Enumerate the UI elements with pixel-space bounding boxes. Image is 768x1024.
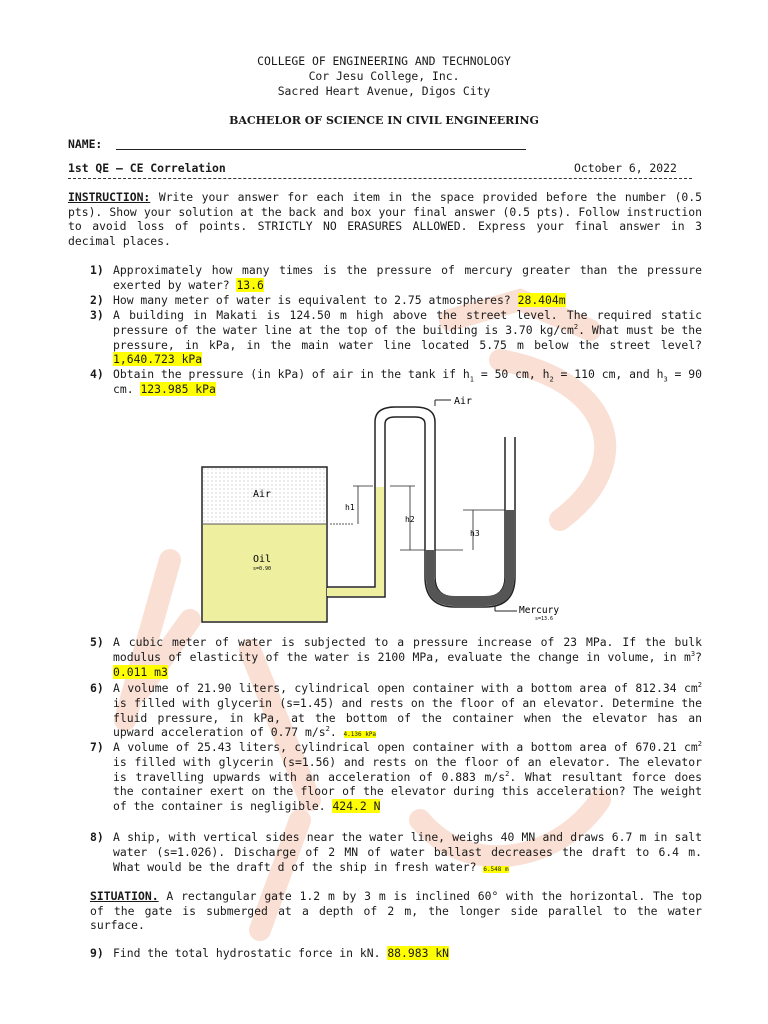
question-number: 5)	[90, 635, 104, 649]
question-text-cont2: = 110 cm, and h	[553, 367, 664, 381]
situation-label: SITUATION.	[90, 889, 159, 903]
answer: 6.548 m	[483, 865, 509, 873]
question-text: A building in Makati is 124.50 m high above the street level. The required static pressure of the water line at the top of the building is 3.70 kg/cm	[113, 308, 702, 337]
name-line	[116, 149, 526, 150]
question-4: 4) Obtain the pressure (in kPa) of air in the tank if $h_1 = 50$ cm, $h_2 = 110$ cm, and $h_3 = 90$ cm. 123.985 kPa	[90, 367, 703, 396]
college-name: COLLEGE OF ENGINEERING AND TECHNOLOGY	[257, 54, 511, 68]
question-text-cont: ?	[695, 649, 702, 664]
question-text: Obtain the pressure (in kPa) of air in the tank if h	[113, 367, 470, 381]
question-text: Find the total hydrostatic force in kN.	[113, 946, 381, 960]
answer: 0.011 m3	[113, 664, 168, 679]
question-number: 7)	[90, 740, 104, 754]
tank-air-label: Air	[253, 489, 272, 500]
answer: 123.985 kPa	[140, 381, 216, 396]
address: Sacred Heart Avenue, Digos City	[277, 84, 491, 98]
oil-label: Oil	[253, 554, 272, 565]
oil-fill	[203, 524, 326, 621]
answer: 13.6	[236, 277, 264, 292]
question-text: A cubic meter of water is subjected to a pressure increase of 23 MPa. If the bulk modulus of elasticity of the water is 2100 MPa, evaluate the change in volume, in m	[113, 635, 702, 664]
mercury-sg-label: s=13.6	[535, 616, 554, 622]
divider	[68, 178, 692, 179]
instruction-text: Write your answer for each item in the space provided before the number (0.5 pts). Show your solution at the back and box your final answer (0.5 pts). Follow instruction to avoid loss of points. STRICTLY NO ERASURES ALLOWED. Express your final answer in 3 decimal places.	[68, 190, 702, 249]
answer: 424.2 N	[332, 799, 381, 814]
question-text: A volume of 25.43 liters, cylindrical open container with a bottom area of 670.21 cm	[113, 740, 698, 754]
answer: 88.983 kN	[387, 946, 450, 960]
question-text: A volume of 21.90 liters, cylindrical open container with a bottom area of 812.34 cm	[113, 681, 698, 695]
question-number: 9)	[90, 946, 104, 960]
question-1	[68, 263, 702, 293]
question-text-cont: is filled with glycerin (s=1.56) and rests on the floor of an elevator. The elevator is travelling upwards with an acceleration of 0.883 m/s	[113, 754, 702, 784]
question-number: 1)	[90, 263, 104, 277]
question-number: 8)	[90, 830, 104, 844]
manometer-diagram	[195, 392, 595, 624]
oil-sg-label: s=0.90	[253, 566, 272, 572]
question-9	[68, 946, 702, 961]
question-text: A ship, with vertical sides near the water line, weighs 40 MN and draws 6.7 m in salt water (s=1.026). Discharge of 2 MN of water ballast decreases the draft to 6.4 m. What would be the draft d of the ship in fresh water?	[113, 830, 702, 874]
h3-label: h3	[470, 529, 480, 538]
question-text-cont2: . What resultant force does the container exert on the floor of the elevator during this acceleration? The weight of the container is negligible.	[113, 769, 702, 814]
question-number: 3)	[90, 308, 104, 322]
instruction-paragraph	[68, 190, 702, 249]
answer: 1,640.723 kPa	[113, 352, 203, 367]
question-text-cont: is filled with glycerin (s=1.45) and rests on the floor of an elevator. Determine the fluid pressure, in kPa, at the bottom of the container when the elevator has an upward acceleration of 0.77 m/s	[113, 695, 702, 740]
question-6: 6) A volume of 21.90 liters, cylindrical open container with a bottom area of 812.34 $cm^2$ is filled with glycerin (s=1.45) and rests on the floor of an elevator. Determine the fluid pressure, in kPa, at the bottom of the container when the elevator has an upward acceleration of 0.77 $m/s^2$. 4.136 kPa	[90, 681, 702, 740]
situation-paragraph	[90, 889, 702, 933]
question-number: 4)	[90, 367, 104, 381]
question-2	[68, 293, 702, 308]
h2-label: h2	[405, 515, 415, 524]
question-number: 2)	[90, 293, 104, 307]
air-top-label: Air	[454, 396, 473, 407]
question-text: How many meter of water is equivalent to 2.75 atmospheres?	[113, 293, 511, 307]
question-text-cont2: .	[329, 725, 337, 740]
institution-name: Cor Jesu College, Inc.	[308, 69, 460, 83]
question-text-cont3: = 90 cm.	[113, 367, 703, 396]
name-label: NAME:	[68, 137, 103, 151]
exam-title: 1st QE – CE Correlation	[68, 161, 226, 175]
question-text-cont: = 50 cm, h	[473, 367, 550, 381]
situation-text: A rectangular gate 1.2 m by 3 m is inclined 60° with the horizontal. The top of the gate is submerged at a depth of 2 m, the longer side parallel to the water surface.	[90, 889, 702, 933]
question-text: Approximately how many times is the pressure of mercury greater than the pressure exerted by water?	[113, 263, 702, 292]
answer: 28.404m	[517, 293, 566, 307]
mercury-label: Mercury	[519, 605, 560, 616]
program-title: BACHELOR OF SCIENCE IN CIVIL ENGINEERING	[229, 114, 539, 127]
answer: 4.136 kPa	[343, 731, 377, 739]
exam-date: October 6, 2022	[574, 161, 677, 175]
question-text-cont: . What must be the pressure, in kPa, in the main water line located 5.75 m below the street level?	[113, 322, 702, 352]
question-number: 6)	[90, 681, 104, 695]
h1-label: h1	[345, 503, 355, 512]
question-8	[68, 830, 702, 877]
question-7: 7) A volume of 25.43 liters, cylindrical open container with a bottom area of 670.21 $cm^2$ is filled with glycerin (s=1.56) and rests on the floor of an elevator. The elevator is travelling upwards with an acceleration of 0.883 $m/s^2$. What resultant force does the container exert on the floor of the elevator during this acceleration? The weight of the container is negligible. 424.2 N	[90, 740, 702, 814]
question-5: 5) A cubic meter of water is subjected to a pressure increase of 23 MPa. If the bulk modulus of elasticity of the water is 2100 MPa, evaluate the change in volume, in $m^3$? 0.011 m3	[90, 635, 702, 679]
question-3: 3) A building in Makati is 124.50 m high above the street level. The required static pressure of the water line at the top of the building is 3.70 $kg/cm^2$. What must be the pressure, in kPa, in the main water line located 5.75 m below the street level? 1,640.723 kPa	[90, 308, 702, 367]
instruction-label: INSTRUCTION:	[68, 190, 151, 204]
